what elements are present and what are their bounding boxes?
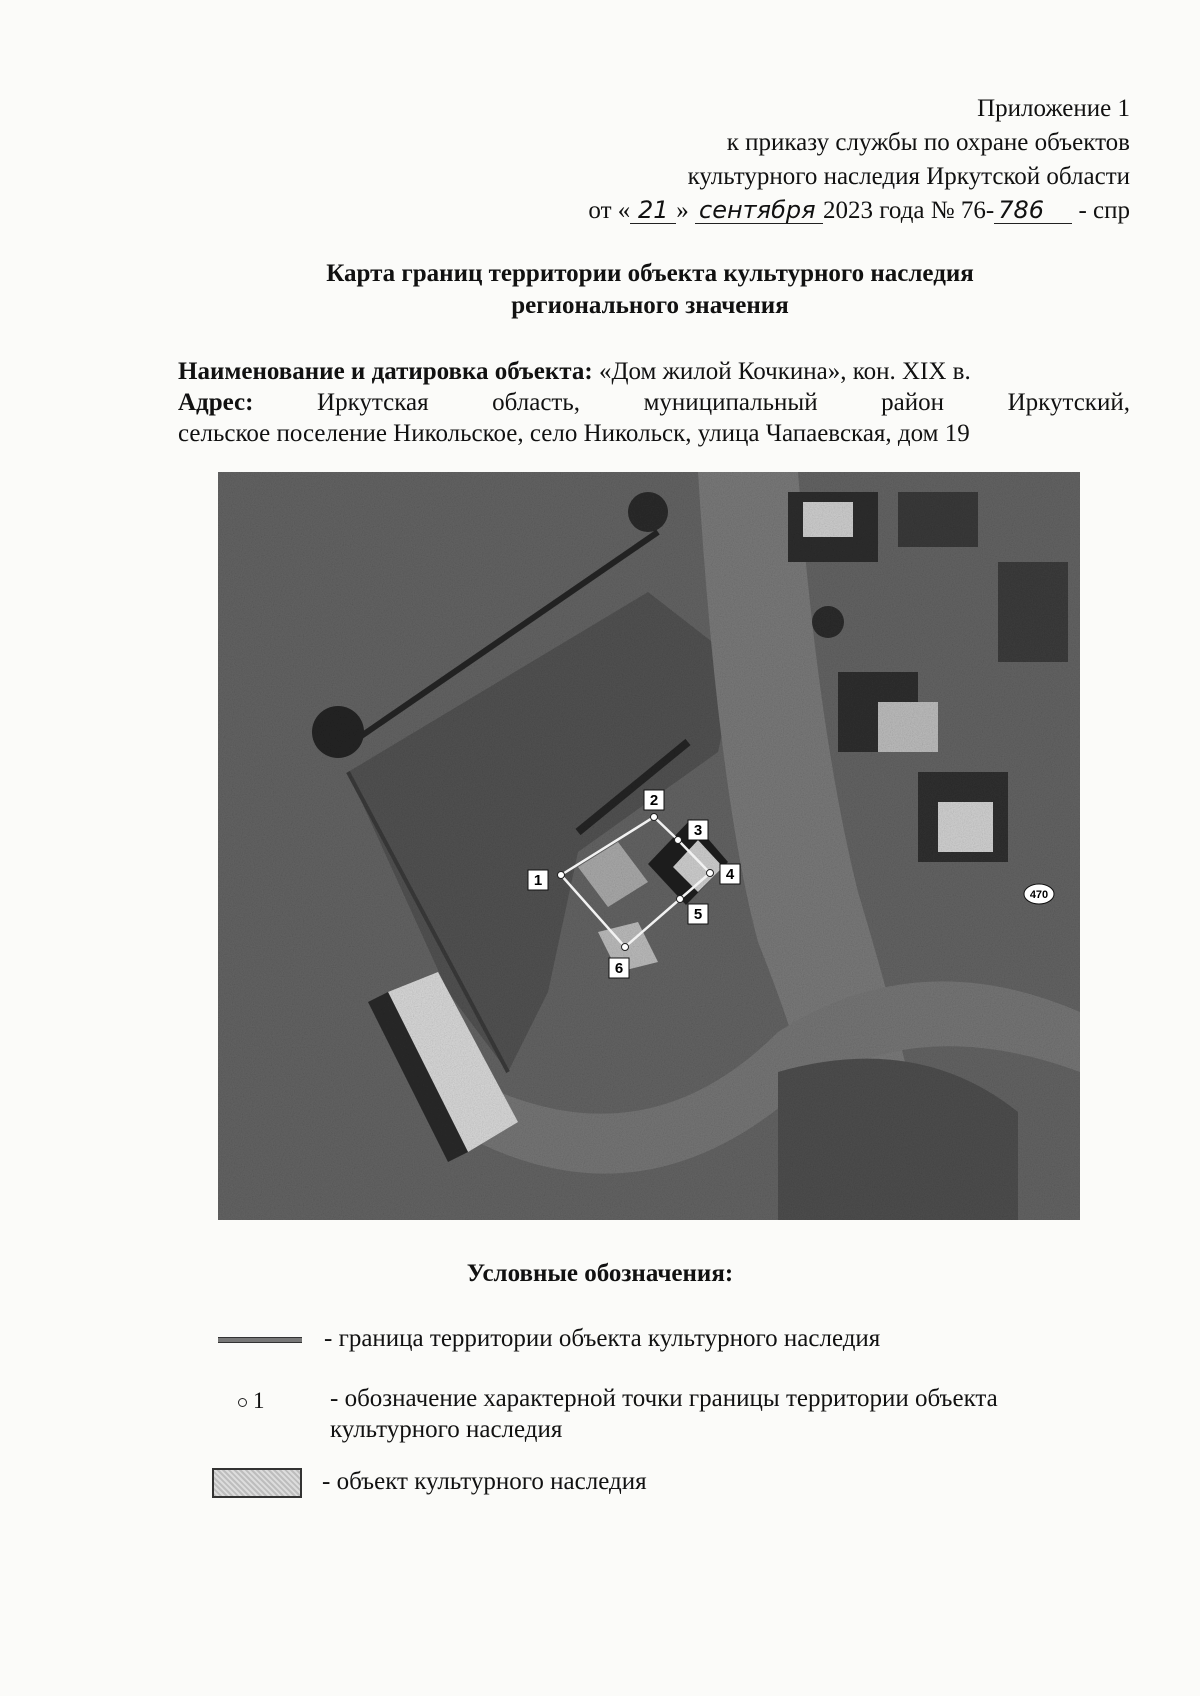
object-name-line (178, 356, 1130, 387)
title-line-2: регионального значения (511, 292, 789, 319)
tree (812, 606, 844, 638)
map-imagery (218, 472, 1080, 1220)
address-word: Иркутская (317, 389, 429, 416)
boundary-vertex (622, 944, 629, 951)
legend-point-symbol (238, 1388, 265, 1414)
point-label-5: 5 (693, 906, 703, 923)
appendix-line-1: Приложение 1 (977, 95, 1130, 122)
legend-title: Условные обозначения: (466, 1260, 734, 1287)
legend-point-line-2: культурного наследия (330, 1416, 563, 1443)
house-number-text: 470 (1029, 889, 1049, 901)
address-word: Иркутский, (1007, 389, 1130, 416)
appendix-header (430, 92, 1130, 228)
handwritten-day: 21 (630, 197, 676, 224)
point-label-4: 4 (725, 866, 735, 883)
building-dark (898, 492, 978, 547)
handwritten-month: сентября (695, 197, 823, 224)
legend-object-text: - объект культурного наследия (322, 1468, 647, 1495)
boundary-vertex (558, 872, 565, 879)
roof-light (878, 702, 938, 752)
point-label-2: 2 (649, 792, 659, 809)
address-line-2: сельское поселение Никольское, село Никольск, улица Чапаевская, дом 19 (178, 420, 970, 447)
address-word: район (881, 389, 945, 416)
legend-point-text (330, 1383, 998, 1445)
boundary-vertex (707, 870, 714, 877)
building-dark (998, 562, 1068, 662)
boundary-vertex (675, 837, 682, 844)
document-title (150, 258, 1150, 322)
tree (628, 492, 668, 532)
object-info (178, 356, 1130, 449)
boundary-vertex (651, 814, 658, 821)
handwritten-order-number: 786 (994, 197, 1072, 224)
address-label: Адрес: (178, 389, 254, 416)
title-line-1: Карта границ территории объекта культурного наследия (326, 260, 974, 287)
date-prefix: от « (588, 197, 631, 224)
appendix-line-2: к приказу службы по охране объектов (726, 129, 1130, 156)
point-dot-icon (238, 1398, 247, 1407)
legend-boundary-symbol (218, 1337, 302, 1343)
date-mid: » (676, 197, 689, 224)
point-label-1: 1 (533, 872, 543, 889)
object-name-label: Наименование и датировка объекта: (178, 358, 593, 385)
address-line-1 (178, 387, 1130, 418)
address-word: муниципальный (643, 389, 818, 416)
boundary-vertex (677, 896, 684, 903)
address-word: область, (492, 389, 581, 416)
legend-object-symbol (212, 1468, 302, 1498)
order-date-line (430, 194, 1130, 228)
appendix-line-3: культурного наследия Иркутской области (687, 163, 1130, 190)
legend-point-number: 1 (253, 1388, 265, 1413)
point-label-3: 3 (693, 822, 703, 839)
roof-light (803, 502, 853, 537)
order-suffix: - спр (1078, 197, 1130, 224)
roof-light (938, 802, 993, 852)
year-text: 2023 года № 76- (823, 197, 995, 224)
object-name-value: «Дом жилой Кочкина», кон. XIX в. (598, 358, 971, 385)
aerial-map (218, 472, 1080, 1220)
map-svg (218, 472, 1080, 1220)
legend-boundary-text: - граница территории объекта культурного наследия (324, 1325, 881, 1352)
point-label-6: 6 (614, 960, 624, 977)
legend-point-line-1: - обозначение характерной точки границы территории объекта (330, 1385, 998, 1412)
